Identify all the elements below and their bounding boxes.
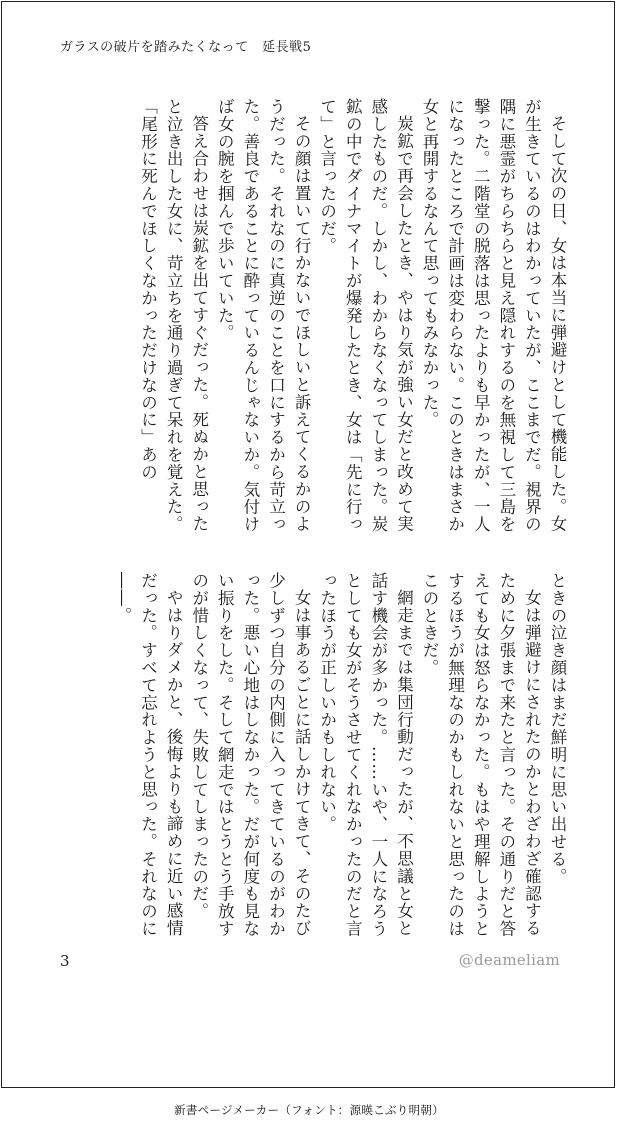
paragraph: 網走までは集団行動だったが、不思議と女と話す機会が多かった。……いや、一人になろうとしても女がそうさせてくれなかったのだと言ったほうが正しいかもしれない。: [317, 572, 414, 938]
text-block-lower: [50, 572, 570, 942]
paragraph: その顔は置いて行かないでほしいと訴えてくるかのようだった。それなのに真逆のことを口にするから苛立った。善良であることに酔っているんじゃないか。気付けば女の腕を掴んで歩いていた。: [215, 98, 312, 533]
paragraph: 答え合わせは炭鉱を出てすぐだった。死ぬかと思ったと泣き出した女に、苛立ちを通り過ぎて呆れを覚えた。「尾形に死んでほしくなかっただけなのに」あの: [138, 98, 209, 533]
paragraph: やはりダメかと、後悔よりも諦めに近い感情だった。すべて忘れようと思った。それなのに――。: [112, 572, 184, 938]
tool-credit: 新書ページメーカー（フォント：源暎こぶり明朝）: [173, 1103, 445, 1117]
page-title: ガラスの破片を踏みたくなって 延長戦5: [60, 40, 312, 55]
page-number: 3: [60, 952, 70, 970]
paragraph: ときの泣き顔はまだ鮮明に思い出せる。: [548, 572, 567, 886]
paragraph: そして次の日、女は本当に弾避けとして機能した。女が生きているのはわかっていたが、ここまでだ。視界の隅に悪霊がちらちらと見え隠れするのを無視して三島を撃った。二階堂の脱落は思ったよりも早かったが、一人になったところで計画は変わらない。このときはまさか女と再開するなんて思ってもみなかった。: [420, 98, 567, 533]
text-block-upper: [50, 98, 570, 538]
author-handle: @deameliam: [458, 951, 560, 969]
paragraph: 女は弾避けにされたのかとわざわざ確認するために夕張まで来たと言った。その通りだと答えても女は怒らなかった。もはや理解しようとするほうが無理なのかもしれないと思ったのはこのときだ。: [420, 572, 542, 938]
paragraph: 女は事あるごとに話しかけてきて、そのたび少しずつ自分の内側に入ってきているのがわかった。悪い心地はしなかった。だが何度も見ない振りをした。そして網走ではとうとう手放すのが惜しくなって、失敗してしまったのだ。: [189, 572, 312, 938]
paragraph: 炭鉱で再会したとき、やはり気が強い女だと改めて実感したものだ。しかし、わからなくなってしまった。炭鉱の中でダイナマイトが爆発したとき、女は「先に行って」と言ったのだ。: [317, 98, 414, 533]
